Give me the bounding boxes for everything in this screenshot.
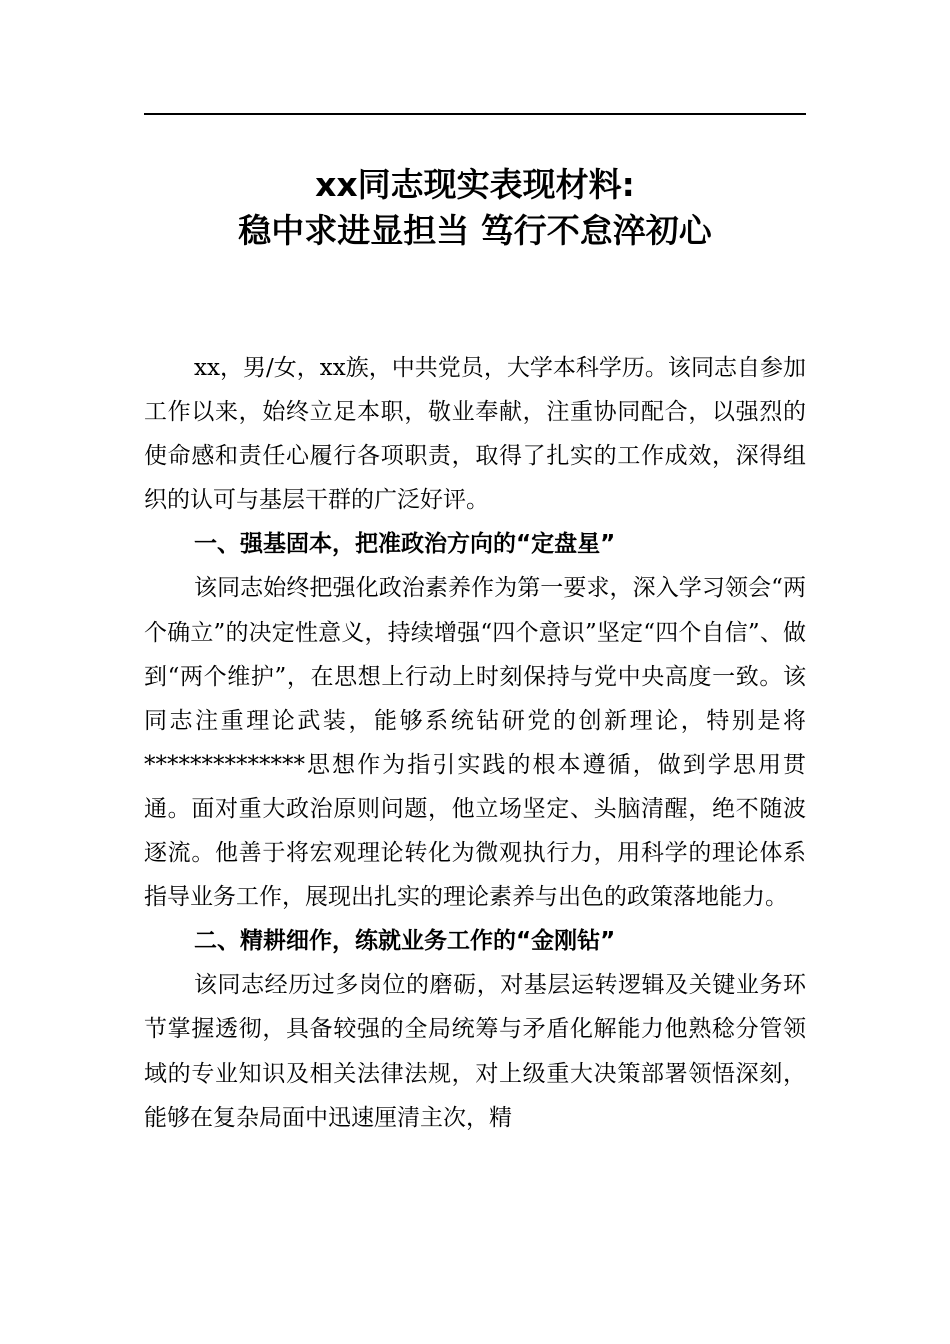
section-paragraph-1: 该同志始终把强化政治素养作为第一要求，深入学习领会“两个确立”的决定性意义，持续增强“四个意识”坚定“四个自信”、做到“两个维护”，在思想上行动上时刻保持与党中央高度一致。该同志注重理论武装，能够系统钻研党的创新理论，特别是将**************思想作为指引实践的根本遵循，做到学思用贯通。面对重大政治原则问题，他立场坚定、头脑清醒，绝不随波逐流。他善于将宏观理论转化为微观执行力，用科学的理论体系指导业务工作，展现出扎实的理论素养与出色的政策落地能力。	[144, 575, 806, 911]
document-body	[144, 346, 806, 1140]
section-paragraph-2: 该同志经历过多岗位的磨砺，对基层运转逻辑及关键业务环节掌握透彻，具备较强的全局统筹与矛盾化解能力他熟稔分管领域的专业知识及相关法律法规，对上级重大决策部署领悟深刻，能够在复杂局面中迅速厘清主次，精	[144, 972, 806, 1131]
section-heading-1: 一、强基固本，把准政治方向的“定盘星”	[194, 531, 616, 558]
document-title-line-1: xx同志现实表现材料:	[315, 165, 635, 204]
section-heading-2: 二、精耕细作，练就业务工作的“金刚钻”	[194, 928, 616, 955]
document-title-line-2: 稳中求进显担当 笃行不怠淬初心	[238, 211, 712, 250]
header-rule	[144, 113, 806, 115]
intro-paragraph: xx，男/女，xx族，中共党员，大学本科学历。该同志自参加工作以来，始终立足本职，敬业奉献，注重协同配合，以强烈的使命感和责任心履行各项职责，取得了扎实的工作成效，深得组织的认可与基层干群的广泛好评。	[144, 355, 806, 514]
